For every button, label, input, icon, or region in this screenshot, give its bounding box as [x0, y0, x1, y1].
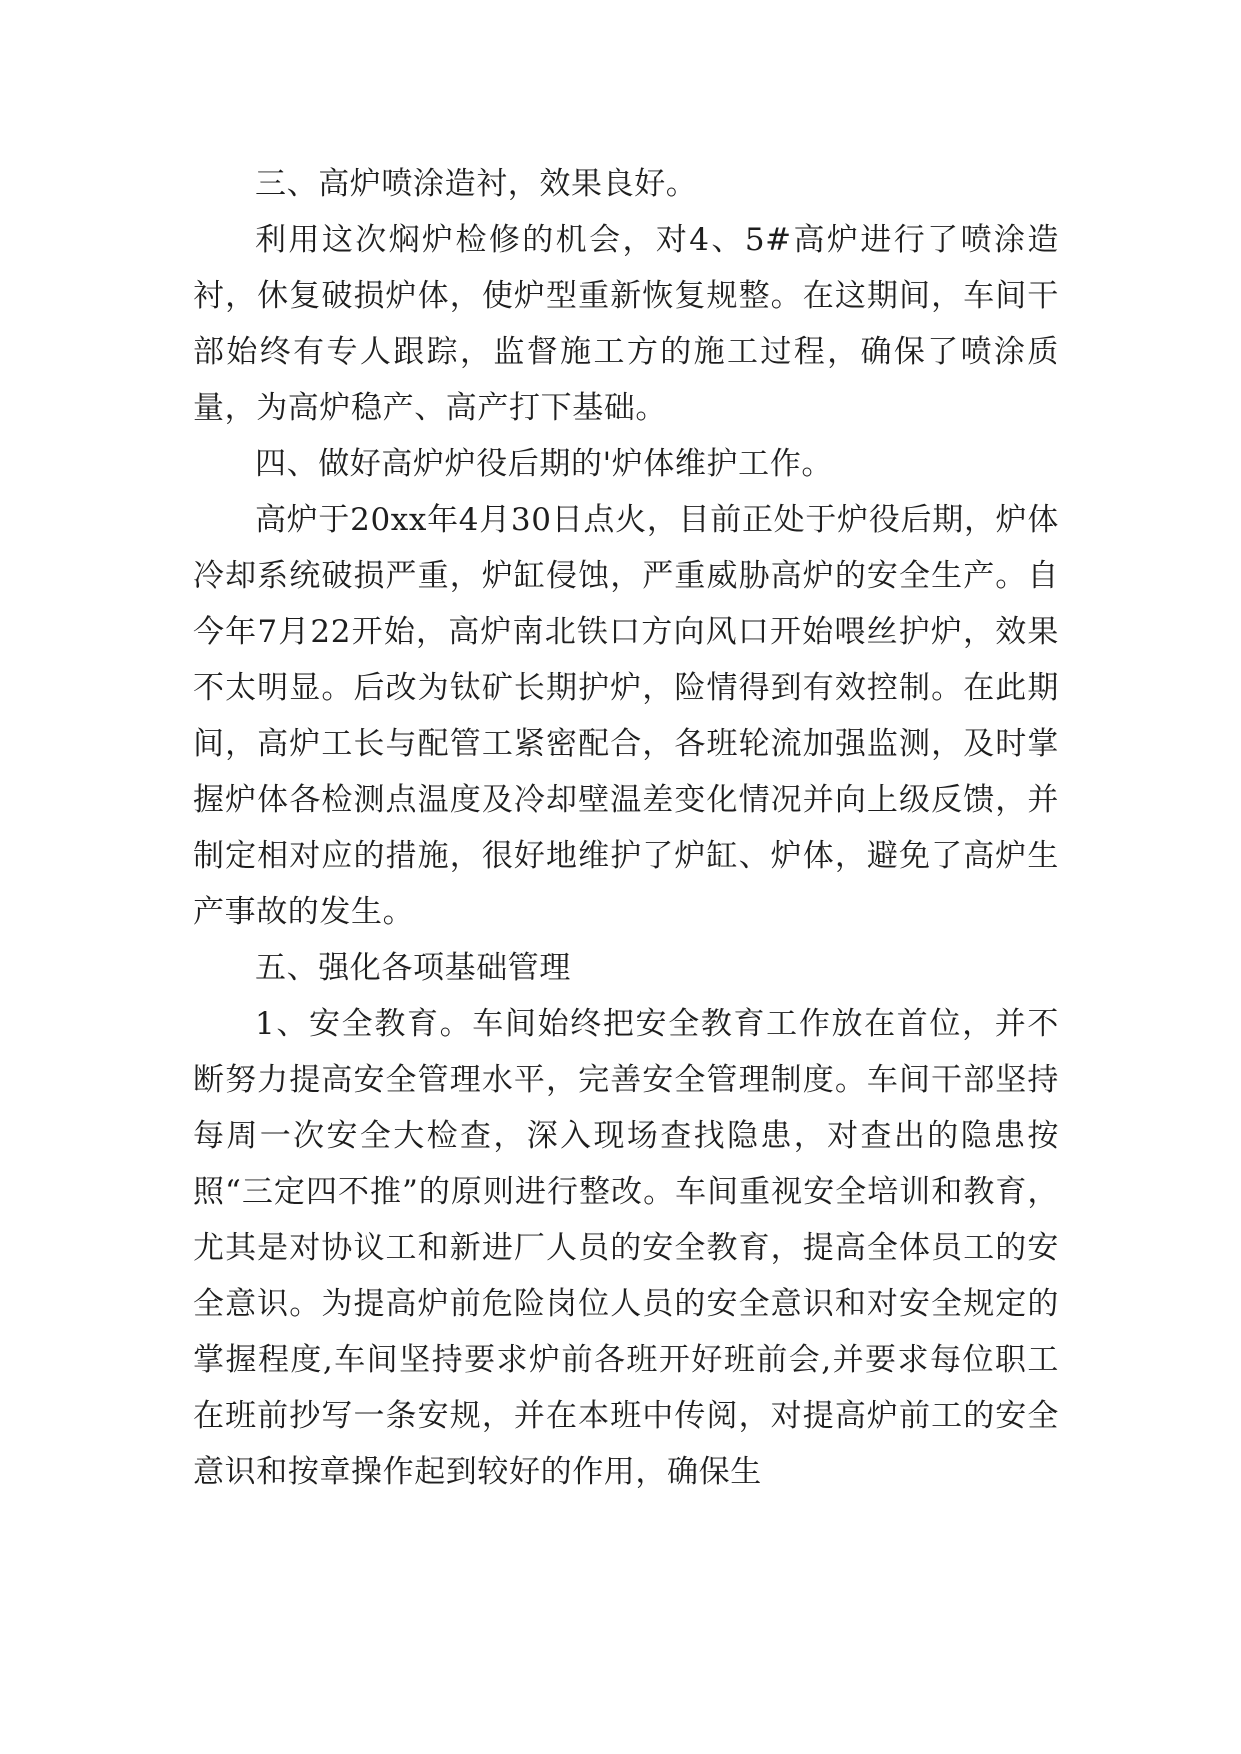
section-heading-3: 三、高炉喷涂造衬，效果良好。	[255, 166, 698, 202]
body-paragraph: 高炉于20xx年4月30日点火，目前正处于炉役后期，炉体冷却系统破损严重，炉缸侵蚀，严重威胁高炉的安全生产。自今年7月22开始，高炉南北铁口方向风口开始喂丝护炉，效果不太明显。后改为钛矿长期护炉，险情得到有效控制。在此期间，高炉工长与配管工紧密配合，各班轮流加强监测，及时掌握炉体各检测点温度及冷却壁温差变化情况并向上级反馈，并制定相对应的措施，很好地维护了炉缸、炉体，避免了高炉生产事故的发生。	[193, 502, 1059, 930]
body-paragraph: 1、安全教育。车间始终把安全教育工作放在首位，并不断努力提高安全管理水平，完善安全管理制度。车间干部坚持每周一次安全大检查，深入现场查找隐患，对查出的隐患按照“三定四不推”的原则进行整改。车间重视安全培训和教育，尤其是对协议工和新进厂人员的安全教育，提高全体员工的安全意识。为提高炉前危险岗位人员的安全意识和对安全规定的掌握程度,车间坚持要求炉前各班开好班前会,并要求每位职工在班前抄写一条安规，并在本班中传阅，对提高炉前工的安全意识和按章操作起到较好的作用，确保生	[193, 1006, 1059, 1490]
section-heading-5: 五、强化各项基础管理	[255, 950, 571, 986]
body-paragraph: 利用这次焖炉检修的机会，对4、5#高炉进行了喷涂造衬，休复破损炉体，使炉型重新恢复规整。在这期间，车间干部始终有专人跟踪，监督施工方的施工过程，确保了喷涂质量，为高炉稳产、高产打下基础。	[193, 222, 1059, 426]
document-body	[193, 156, 1059, 1500]
section-heading-4: 四、做好高炉炉役后期的'炉体维护工作。	[255, 446, 833, 482]
